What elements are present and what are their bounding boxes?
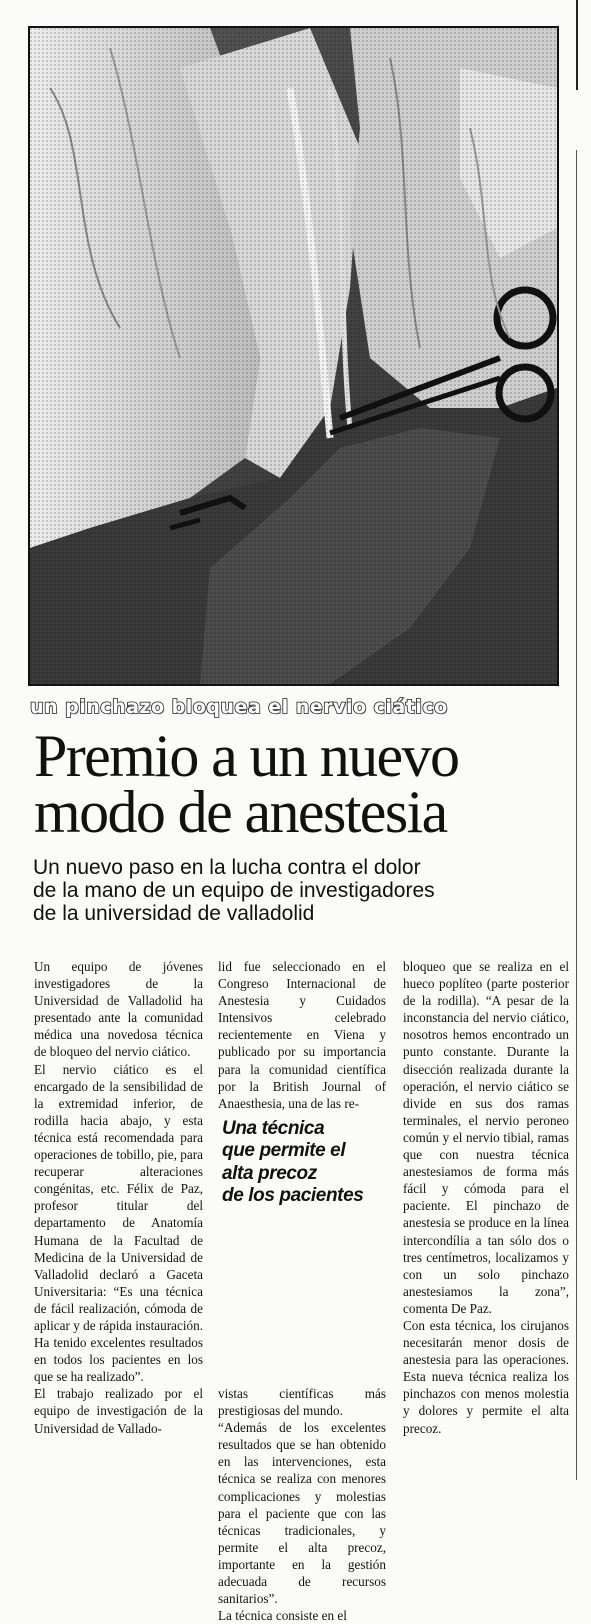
column-rule: [576, 150, 577, 1480]
paragraph: El trabajo realizado por el equipo de investigación de la Universidad de Vallado-: [34, 1386, 203, 1436]
paragraph: lid fue seleccionado en el Congreso Internacional de Anestesia y Cuidados Intensivos celebrado recientemente en Viena y publicado por su importancia para la comunidad científica por la British Journal of Anaesthesia, una de las re-: [218, 959, 386, 1111]
subhead-line-3: de la universidad de valladolid: [33, 902, 315, 925]
dissection-photo-image: [30, 28, 557, 684]
pull-quote-line-1: Una técnica: [222, 1118, 325, 1139]
column-rule-top: [576, 0, 578, 90]
pull-quote-line-2: que permite el: [222, 1140, 346, 1162]
pull-quote: [222, 1118, 390, 1208]
article-column-3: [403, 958, 569, 1437]
paragraph: bloqueo que se realiza en el hueco poplíteo (parte posterior de la rodilla). “A pesar de la inconstancia del nervio ciático, nosotros hemos encontrado un punto constante. Durante la disección realizada durante la operación, el nervio ciático se divide en sus dos ramas terminales, el nervio peroneo común y el nervio tibial, ramas que con nuestra técnica anestesiamos de forma más fácil y cómoda para el paciente. El pinchazo de anestesia se produce en la línea intercondília a tan sólo dos o tres centímetros, localizamos y con un solo pinchazo anestesiamos la zona”, comenta De Paz.: [403, 959, 569, 1316]
pull-quote-line-3: alta precoz: [222, 1162, 317, 1184]
paragraph: Un equipo de jóvenes investigadores de la Universidad de Valladolid ha presentado ante la comunidad médica una novedosa técnica de bloqueo del nervio ciático.: [34, 959, 203, 1060]
paragraph: vistas científicas más prestigiosas del mundo.: [218, 1386, 386, 1419]
article-column-2-bottom: [218, 1385, 386, 1624]
paragraph: El nervio ciático es el encargado de la sensibilidad de la extremidad inferior, de rodilla hacia abajo, y esta técnica está recomendada para operaciones de tobillo, pie, para recuperar alteraciones congénitas, etc. Félix de Paz, profesor titular del departamento de Anatomía Humana de la Facultad de Medicina de la Universidad de Valladolid declaró a Gaceta Universitaria: “Es una técnica de fácil realización, cómoda de aplicar y de rápida instauración. Ha tenido excelentes resultados en todos los pacientes en los que se ha realizado”.: [34, 1061, 203, 1385]
pull-quote-line-4: de los pacientes: [222, 1185, 364, 1207]
kicker-text: un pinchazo bloquea el nervio ciático: [30, 696, 448, 718]
headline-line-1: Premio a un nuevo: [34, 723, 459, 789]
subhead-line-1: Un nuevo paso en la lucha contra el dolor: [33, 856, 421, 879]
subheadline: [33, 856, 573, 925]
subhead-line-2: de la mano de un equipo de investigadores: [33, 879, 435, 902]
article-column-2-top: [218, 958, 386, 1112]
headline: [34, 723, 564, 845]
article-photo: [28, 26, 559, 686]
paragraph: “Además de los excelentes resultados que se han obtenido en las intervenciones, esta técnica se realiza con menores complicaciones y molestias para el paciente que con las técnicas tradicionales, y permite el alta precoz, importante en la gestión adecuada de recursos sanitarios”.: [218, 1420, 386, 1607]
article-column-1: [34, 958, 203, 1437]
paragraph: La técnica consiste en el: [218, 1608, 347, 1624]
paragraph: Con esta técnica, los cirujanos necesitarán menor dosis de anestesia para las operaciones. Esta nueva técnica realiza los pinchazos con menos molestia y dolores y permite el alta precoz.: [403, 1317, 569, 1436]
headline-line-2: modo de anestesia: [34, 779, 447, 845]
